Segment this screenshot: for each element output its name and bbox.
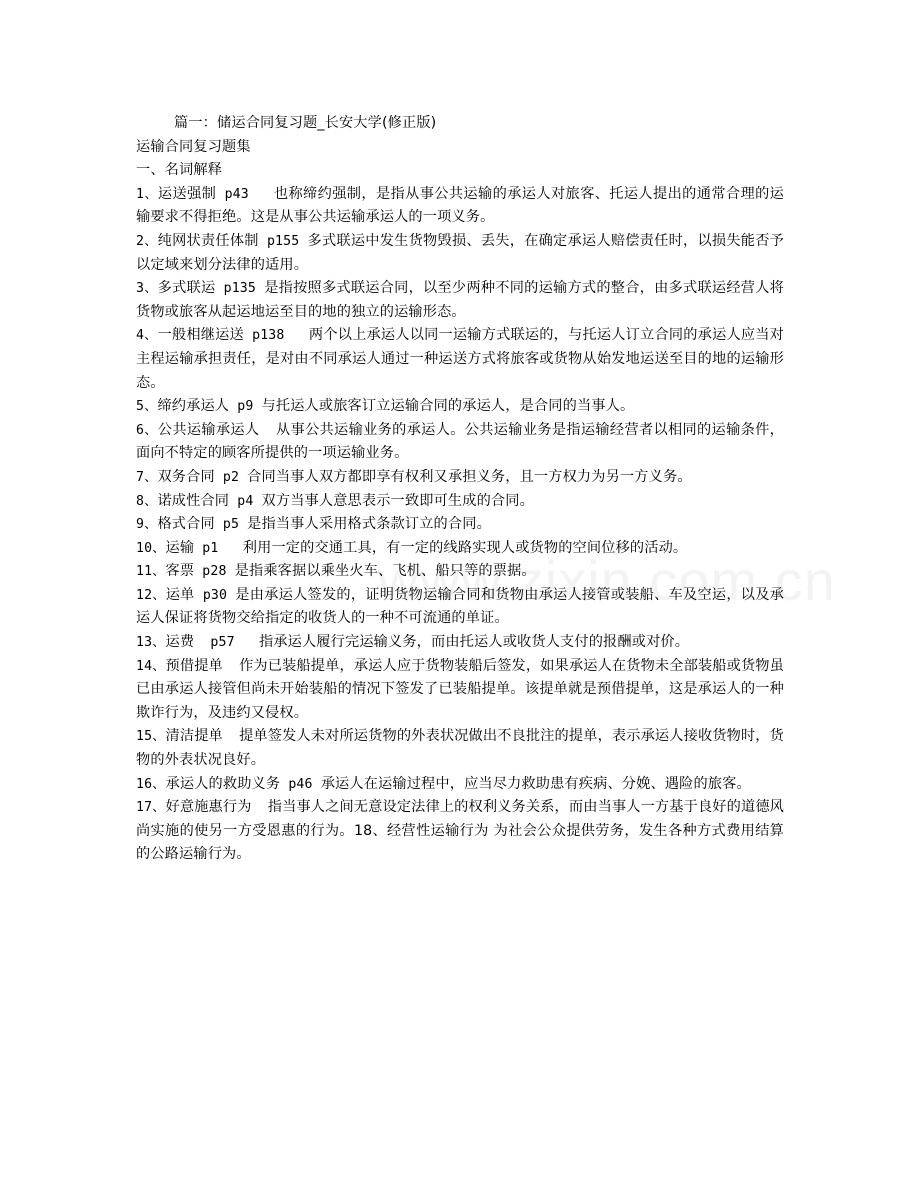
definition-list bbox=[136, 183, 784, 867]
item-term: 预借提单 bbox=[165, 657, 223, 674]
item-page-ref: p57 bbox=[194, 635, 235, 651]
item-separator bbox=[239, 470, 247, 485]
document-subtitle: 运输合同复习题集 bbox=[136, 138, 251, 155]
item-number: 6、 bbox=[136, 422, 158, 438]
item-number: 9、 bbox=[136, 517, 158, 533]
item-page-ref: p155 bbox=[258, 233, 300, 249]
item-page-ref: p9 bbox=[229, 399, 254, 415]
item-term: 双务合同 bbox=[157, 468, 215, 485]
item-definition: 也称缔约强制，是指从事公共运输的承运人对旅客、托运人提出的通常合理的运输要求不得拒绝。这是从事公共运输承运人的一项义务。 bbox=[136, 185, 784, 226]
item-term: 清洁提单 bbox=[165, 728, 223, 745]
definition-item bbox=[136, 419, 784, 466]
item-number: 1、 bbox=[136, 186, 158, 202]
item-page-ref: p46 bbox=[280, 776, 313, 792]
item-term: 客票 bbox=[165, 563, 195, 580]
definition-item bbox=[136, 584, 784, 631]
item-term: 纯网状责任体制 bbox=[157, 232, 259, 249]
item-number: 12、 bbox=[136, 587, 166, 603]
item-term: 一般相继运送 bbox=[157, 327, 244, 344]
item-separator bbox=[223, 659, 239, 674]
document-body bbox=[136, 112, 784, 867]
item-separator bbox=[235, 635, 259, 650]
item-number: 15、 bbox=[136, 729, 166, 745]
item-number: 16、 bbox=[136, 776, 166, 792]
item-definition: 从事公共运输业务的承运人。公共运输业务是指运输经营者以相同的运输条件，面向不特定的顾客所提供的一项运输业务。 bbox=[136, 421, 784, 462]
definition-item bbox=[136, 725, 784, 772]
item-definition: 是指按照多式联运合同，以至少两种不同的运输方式的整合，由多式联运经营人将货物或旅客从起运地运至目的地的独立的运输形态。 bbox=[136, 280, 785, 320]
item-term: 格式合同 bbox=[157, 516, 215, 533]
item-definition: 是指当事人采用格式条款订立的合同。 bbox=[247, 516, 491, 533]
item-number: 17、 bbox=[136, 800, 166, 816]
definition-item bbox=[136, 230, 784, 277]
item-definition: 承运人在运输过程中，应当尽力救助患有疾病、分娩、遇险的旅客。 bbox=[320, 775, 751, 792]
item-number: 10、 bbox=[136, 540, 166, 556]
item-definition: 指承运人履行完运输义务，而由托运人或收货人支付的报酬或对价。 bbox=[258, 634, 690, 651]
definition-item bbox=[136, 490, 784, 514]
item-term: 运费 bbox=[165, 634, 195, 651]
item-term: 运单 bbox=[165, 586, 195, 603]
item-definition: 是由承运人签发的，证明货物运输合同和货物由承运人接管或装船、车及空运，以及承运人保证将货物交给指定的收货人的一种不可流通的单证。 bbox=[136, 586, 784, 627]
item-page-ref: p2 bbox=[214, 469, 240, 485]
item-definition: 与托运人或旅客订立运输合同的承运人，是合同的当事人。 bbox=[261, 398, 635, 415]
item-definition: 多式联运中发生货物毁损、丢失，在确定承运人赔偿责任时，以损失能否予以定域来划分法律的适用。 bbox=[136, 232, 785, 273]
item-number: 11、 bbox=[136, 564, 166, 580]
item-number: 13、 bbox=[136, 635, 166, 651]
definition-item bbox=[136, 513, 784, 537]
item-page-ref: p138 bbox=[243, 328, 285, 344]
item-definition: 双方当事人意思表示一致即可生成的合同。 bbox=[261, 492, 534, 509]
item-page-ref: p4 bbox=[229, 493, 254, 509]
definition-item bbox=[136, 395, 784, 419]
item-separator bbox=[227, 564, 235, 579]
definition-item bbox=[136, 537, 784, 561]
item-separator bbox=[313, 777, 321, 792]
item-separator bbox=[239, 517, 247, 532]
item-page-ref: p43 bbox=[216, 186, 249, 202]
definition-item bbox=[136, 655, 784, 726]
item-number: 5、 bbox=[136, 399, 158, 415]
item-definition: 两个以上承运人以同一运输方式联运的，与托运人订立合同的承运人应当对主程运输承担责任，是对由不同承运人通过一种运送方式将旅客或货物从始发地运送至目的地的运输形态。 bbox=[136, 327, 784, 391]
item-separator bbox=[259, 423, 276, 438]
item-separator bbox=[249, 187, 274, 202]
item-term: 承运人的救助义务 bbox=[165, 775, 281, 792]
item-page-ref: p28 bbox=[194, 564, 227, 580]
definition-item bbox=[136, 796, 784, 867]
item-page-ref: p30 bbox=[194, 587, 228, 603]
item-separator bbox=[223, 729, 239, 744]
item-separator bbox=[252, 800, 268, 815]
item-page-ref: p1 bbox=[194, 540, 219, 556]
item-separator bbox=[253, 399, 261, 414]
item-definition: 提单签发人未对所运货物的外表状况做出不良批注的提单，表示承运人接收货物时，货物的外表状况良好。 bbox=[136, 728, 784, 769]
definition-item bbox=[136, 631, 784, 655]
item-term: 缔约承运人 bbox=[157, 398, 230, 415]
item-definition: 利用一定的交通工具，有一定的线路实现人或货物的空间位移的活动。 bbox=[242, 539, 688, 556]
item-number: 8、 bbox=[136, 493, 158, 509]
item-separator bbox=[219, 541, 243, 556]
definition-item bbox=[136, 324, 784, 395]
item-definition: 指当事人之间无意设定法律上的权利义务关系，而由当事人一方基于良好的道德风尚实施的使另一方受恩惠的行为。18、经营性运输行为 为社会公众提供劳务，发生各种方式费用结算的公路运输行为。 bbox=[136, 799, 784, 863]
document-title: 篇一：储运合同复习题_长安大学(修正版) bbox=[174, 115, 437, 131]
item-term: 好意施惠行为 bbox=[165, 799, 252, 816]
item-number: 2、 bbox=[136, 233, 158, 249]
section-heading: 一、名词解释 bbox=[136, 162, 223, 179]
item-separator bbox=[256, 281, 264, 296]
item-definition: 是指乘客据以乘坐火车、飞机、船只等的票据。 bbox=[234, 563, 536, 580]
item-number: 14、 bbox=[136, 658, 166, 674]
item-number: 3、 bbox=[136, 281, 158, 297]
item-page-ref: p5 bbox=[214, 517, 240, 533]
item-term: 运送强制 bbox=[157, 185, 217, 202]
item-term: 公共运输承运人 bbox=[157, 421, 260, 438]
item-separator bbox=[253, 494, 261, 509]
item-number: 7、 bbox=[136, 469, 158, 485]
item-separator bbox=[299, 234, 307, 249]
item-page-ref: p135 bbox=[215, 281, 256, 297]
item-term: 诺成性合同 bbox=[157, 492, 230, 509]
definition-item bbox=[136, 773, 784, 797]
item-separator bbox=[284, 328, 308, 343]
definition-item bbox=[136, 466, 784, 490]
definition-item bbox=[136, 560, 784, 584]
item-number: 4、 bbox=[136, 328, 158, 344]
item-definition: 作为已装船提单，承运人应于货物装船后签发，如果承运人在货物未全部装船或货物虽已由承运人接管但尚未开始装船的情况下签发了已装船提单。该提单就是预借提单，这是承运人的一种欺诈行为，及违约又侵权。 bbox=[136, 657, 784, 721]
item-term: 运输 bbox=[165, 539, 195, 556]
item-definition: 合同当事人双方都即享有权利又承担义务，且一方权力为另一方义务。 bbox=[247, 468, 692, 485]
item-term: 多式联运 bbox=[157, 280, 216, 297]
definition-item bbox=[136, 277, 784, 324]
definition-item bbox=[136, 183, 784, 230]
